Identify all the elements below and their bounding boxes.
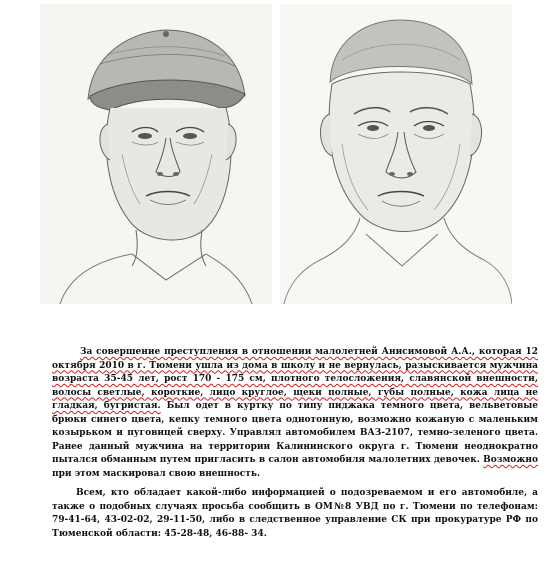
- sketch-man-with-cap-drawing: [40, 4, 272, 304]
- sketch-man-bare-head: [280, 4, 512, 304]
- notice-sentence-clothing-car: Был одет в куртку по типу пиджака темного цвета, вельветовые брюки синего цвета, кепку темного цвета однотонную, возможно кожаную с маленьким козырьком и пуговицей сверху. Управлял автомобилем ВАЗ-2107, темно-зеленого цвета. Ранее данный мужчина на территории Калининского округа г. Тюмени неоднократно пытался обманным путем пригласить в салон автомобиля малолетних девочек.: [52, 401, 539, 465]
- notice-sentence-disguise: при этом маскировал свою внешность.: [52, 468, 261, 479]
- sketch-man-bare-head-drawing: [280, 4, 512, 304]
- wanted-notice: [52, 346, 538, 541]
- notice-word-possibly: Возможно: [483, 455, 538, 465]
- notice-paragraph-contacts: Всем, кто обладает какой-либо информацией о подозреваемом и его автомобиле, а также о подобных случаях просьба сообщить в ОМ№8 УВД по г. Тюмени по телефонам: 79-41-64, 43-02-02, 29-11-50, либо в следственное управление СК при прокуратуре РФ по Тюменской области: 45-28-48, 46-88- 34.: [52, 488, 538, 539]
- sketch-man-with-cap: [40, 4, 272, 304]
- notice-sentence-description: За совершение преступления в отношении малолетней Анисимовой А.А., которая 12 октября 2010 в г. Тюмени ушла из дома в школу и не вернулась, разыскивается мужчина возраста 35-45 лет, рост 170 - 175 см, плотного телосложения, славянской внешности, волосы светлые, короткие, лицо круглое, щеки полные, губы полные, кожа лица не гладкая, бугристая.: [52, 347, 538, 411]
- notice-paragraph-description: [52, 346, 538, 481]
